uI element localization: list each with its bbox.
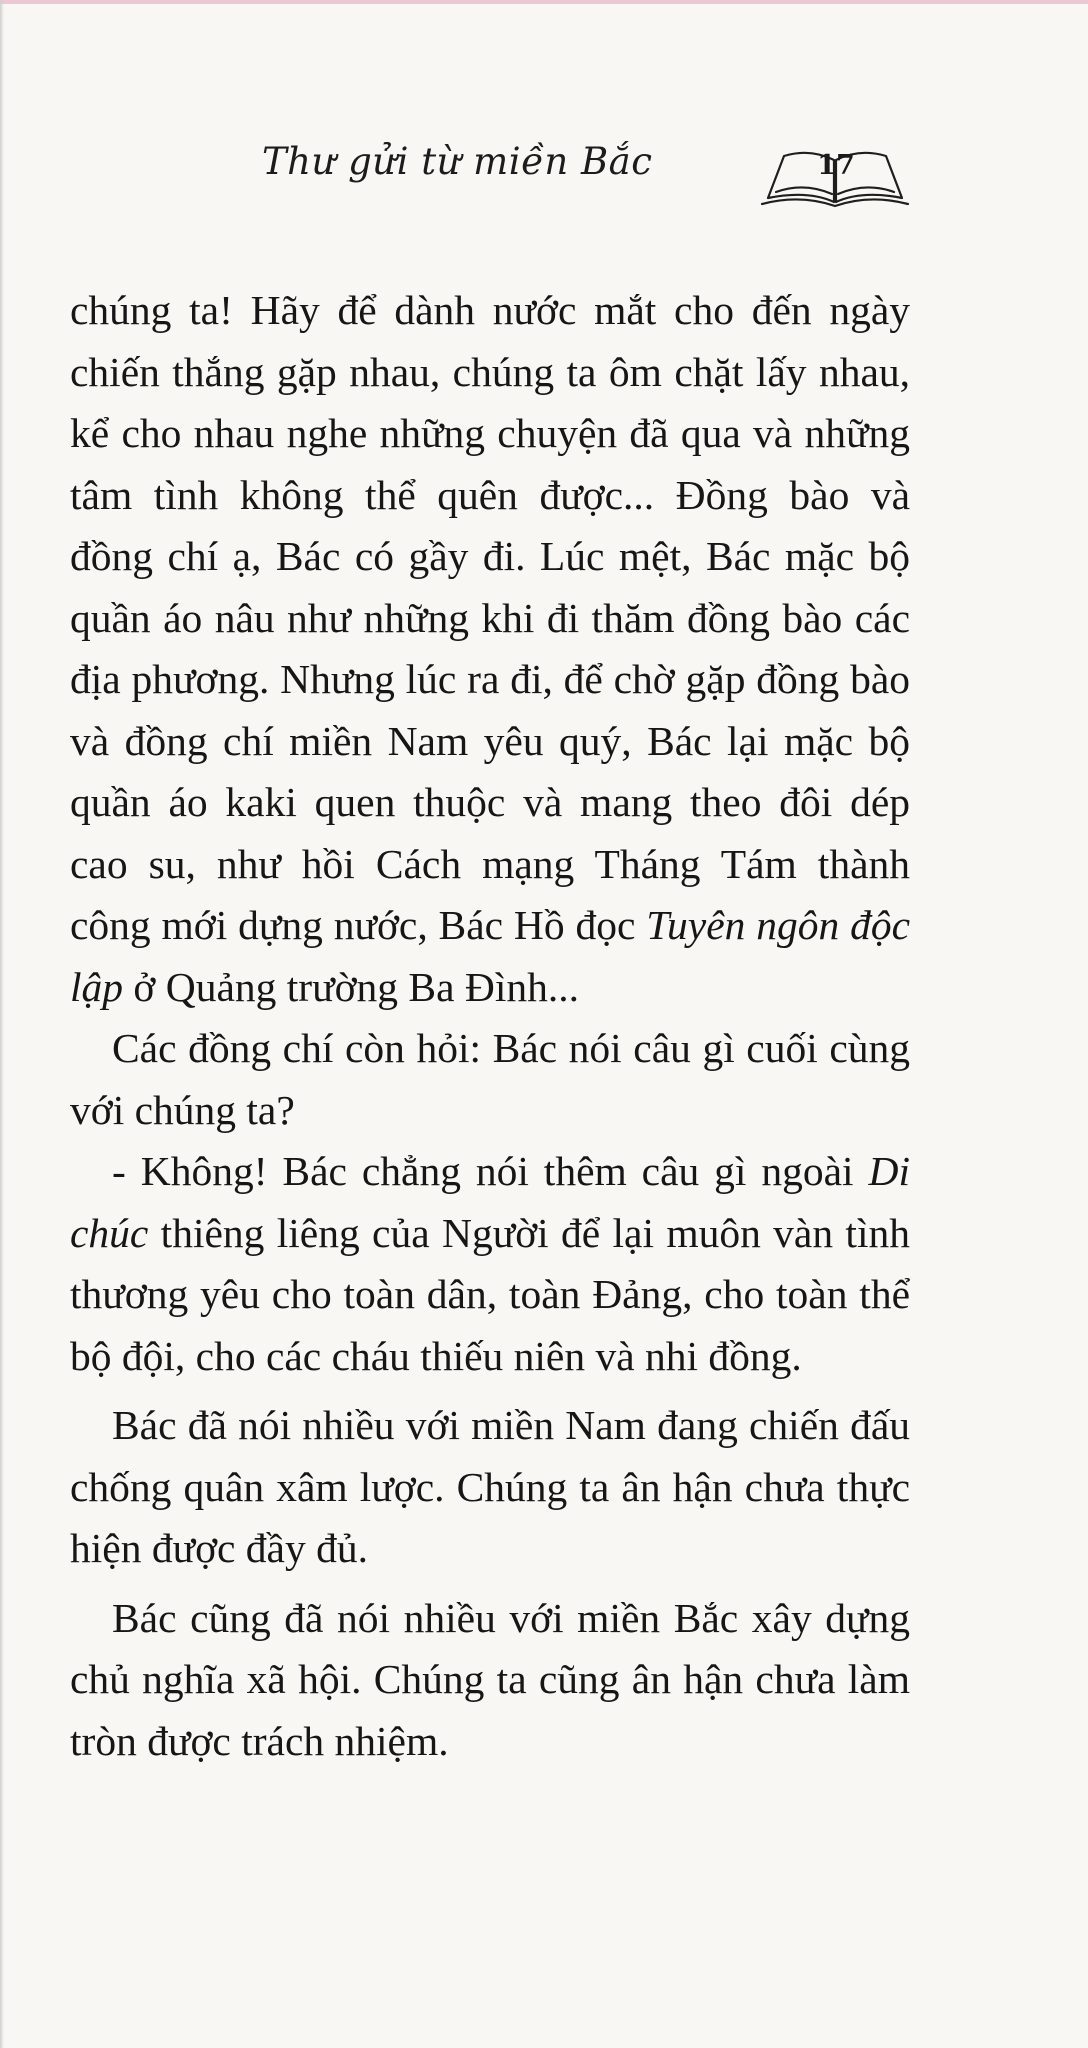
paragraph-1-end: ở Quảng trường Ba Đình... (123, 963, 580, 1010)
paragraph-2: Các đồng chí còn hỏi: Bác nói câu gì cuối cùng với chúng ta? (70, 1025, 910, 1133)
paragraph-5: Bác cũng đã nói nhiều với miền Bắc xây dựng chủ nghĩa xã hội. Chúng ta cũng ân hận chưa làm tròn được trách nhiệm. (70, 1594, 910, 1764)
paragraph-1-text: chúng ta! Hãy để dành nước mắt cho đến ngày chiến thắng gặp nhau, chúng ta ôm chặt lấy nhau, kể cho nhau nghe những chuyện đã qua và những tâm tình không thể quên được... Đồng bào và đồng chí ạ, Bác có gầy đi. Lúc mệt, Bác mặc bộ quần áo nâu như những khi đi thăm đồng bào các địa phương. Nhưng lúc ra đi, để chờ gặp đồng bào và đồng chí miền Nam yêu quý, Bác lại mặc bộ quần áo kaki quen thuộc và mang theo đôi dép cao su, như hồi Cách mạng Tháng Tám thành công mới dựng nước, Bác Hồ đọc (70, 287, 910, 948)
running-title: Thư gửi từ miền Bắc (262, 140, 653, 183)
top-edge (0, 0, 1088, 4)
paragraph-3-end: thiêng liêng của Người để lại muôn vàn tình thương yêu cho toàn dân, toàn Đảng, cho toàn thể bộ đội, cho các cháu thiếu niên và nhi đồng. (70, 1209, 910, 1379)
italic-title-di-chuc: Di chúc (70, 1148, 910, 1256)
paragraph-4: Bác đã nói nhiều với miền Nam đang chiến đấu chống quân xâm lược. Chúng ta ân hận chưa thực hiện được đầy đủ. (70, 1402, 910, 1571)
italic-title-tuyen-ngon: Tuyên ngôn độc lập (70, 902, 910, 1010)
page-number: 17 (817, 150, 855, 181)
page-gutter-shadow (0, 0, 4, 2048)
paragraph-3-start: - Không! Bác chẳng nói thêm câu gì ngoài (112, 1148, 869, 1194)
paragraph-3 (70, 1141, 910, 1387)
paragraph-1 (70, 280, 910, 1018)
body-text (70, 280, 910, 1772)
